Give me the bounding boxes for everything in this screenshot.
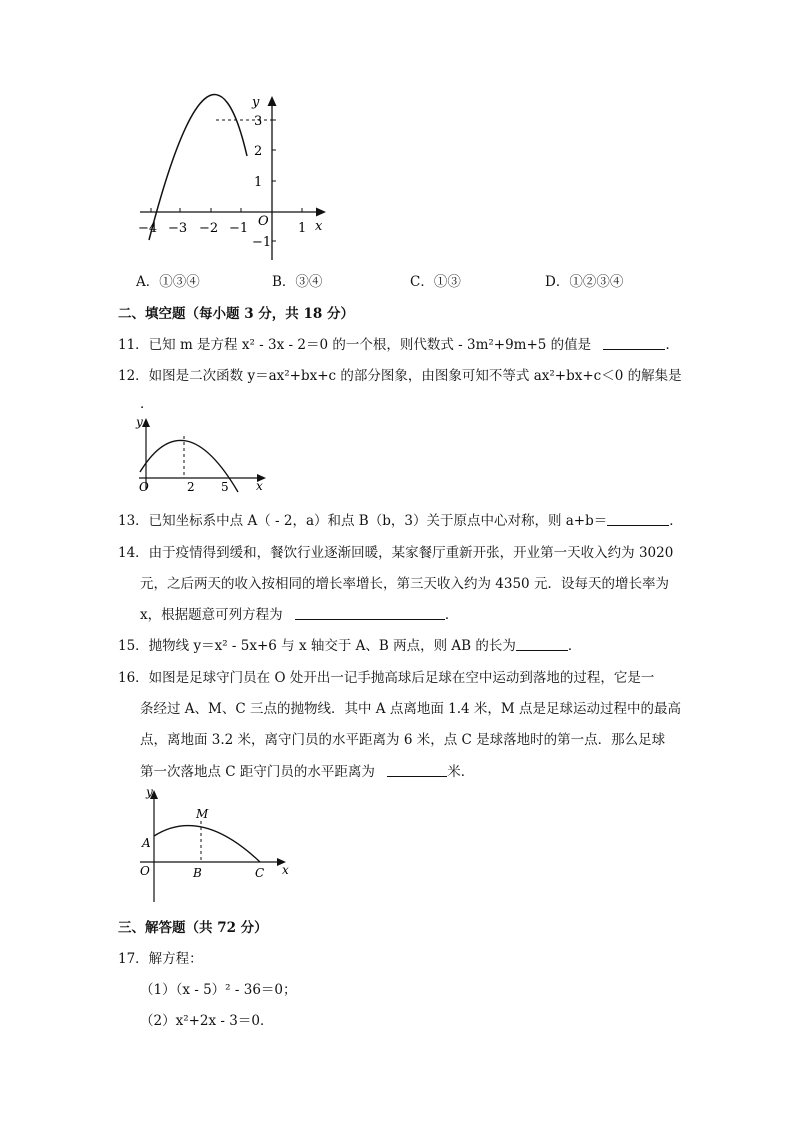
x-tick-label: −2 (199, 221, 219, 236)
answer-blank (603, 337, 665, 350)
y-axis-label: y (252, 95, 260, 110)
y-axis-label: y (146, 785, 153, 799)
y-tick-label: 2 (254, 144, 263, 159)
question-16-line-4 (140, 760, 474, 780)
point-c-label: C (255, 866, 265, 880)
answer-blank (295, 607, 445, 620)
x-axis-arrow-icon (316, 208, 326, 217)
question-14-line-2: 元，之后两天的收入按相同的增长率增长，第三天收入约为 4350 元．设每天的增长率为 (140, 576, 669, 592)
x-axis-label: x (282, 863, 289, 877)
question-11-end: ． (665, 337, 679, 353)
question-13-end: ． (669, 513, 683, 529)
option-c: C．①③ (410, 274, 461, 290)
figure-q12-graph (134, 414, 274, 496)
question-15-text: 15．抛物线 y＝x² - 5x+6 与 x 轴交于 A、B 两点，则 AB 的长为 (118, 638, 516, 654)
question-16-line-2: 条经过 A、M、C 三点的抛物线．其中 A 点离地面 1.4 米，M 点是足球运动过程中的最高 (140, 701, 681, 717)
x-tick-label: −1 (229, 221, 249, 236)
y-tick-label: −1 (252, 235, 272, 250)
question-17-part-2: （2）x²+2x - 3＝0． (140, 1013, 274, 1029)
x-tick-label: 5 (221, 480, 229, 494)
question-12-line-2: ． (140, 396, 154, 412)
x-axis-label: x (256, 479, 263, 493)
question-15 (118, 634, 581, 654)
x-axis-label: x (315, 219, 323, 234)
question-16-end: 米． (447, 764, 475, 780)
question-16-text: 第一次落地点 C 距守门员的水平距离为 (140, 764, 375, 780)
x-tick-label: −4 (138, 221, 158, 236)
x-tick-label: 2 (187, 480, 195, 494)
section-2-title: 二、填空题（每小题 3 分，共 18 分） (118, 306, 354, 322)
point-m-label: M (196, 807, 209, 821)
y-axis-arrow-icon (142, 418, 150, 427)
figure-top-graph (130, 92, 340, 267)
question-12-line-1: 12．如图是二次函数 y＝ax²+bx+c 的部分图象，由图象可知不等式 ax²+bx+c＜0 的解集是 (118, 368, 682, 384)
origin-label: O (139, 480, 149, 494)
origin-label: O (140, 864, 150, 878)
question-17-part-1: （1）（x - 5）² - 36＝0； (140, 982, 297, 998)
question-13 (118, 509, 683, 529)
answer-blank (387, 764, 447, 777)
option-d: D．①②③④ (545, 274, 624, 290)
question-16-line-3: 点，离地面 3.2 米，离守门员的水平距离为 6 米，点 C 是球落地时的第一点．那么足球 (140, 732, 666, 748)
question-11-text: 11．已知 m 是方程 x² - 3x - 2＝0 的一个根，则代数式 - 3m²+9m+5 的值是 (118, 337, 592, 353)
question-17: 17．解方程： (118, 951, 203, 967)
trajectory-curve (154, 826, 260, 862)
question-15-end: ． (567, 638, 582, 654)
x-tick-label: −3 (168, 221, 188, 236)
y-axis-arrow-icon (268, 96, 277, 106)
question-14-end: ． (444, 607, 459, 623)
question-14-line-3 (140, 603, 458, 623)
x-tick-label: 1 (298, 221, 307, 236)
question-14-text: x，根据题意可列方程为 (140, 607, 283, 623)
figure-q16-graph (134, 784, 304, 906)
answer-blank (516, 638, 568, 651)
origin-label: O (258, 214, 269, 229)
y-tick-label: 1 (254, 175, 263, 190)
point-b-label: B (193, 866, 202, 880)
answer-blank (607, 513, 669, 526)
question-13-text: 13．已知坐标系中点 A（ - 2，a）和点 B（b，3）关于原点中心对称，则 a+b＝ (118, 513, 608, 529)
question-11 (118, 333, 679, 353)
question-14-line-1: 14．由于疫情得到缓和，餐饮行业逐渐回暖，某家餐厅重新开张，开业第一天收入约为 3020 (118, 545, 674, 561)
y-axis-label: y (136, 415, 143, 429)
y-tick-label: 3 (254, 114, 263, 129)
option-a: A．①③④ (136, 274, 200, 290)
option-b: B．③④ (272, 274, 323, 290)
point-a-label: A (142, 836, 151, 850)
question-16-line-1: 16．如图是足球守门员在 O 处开出一记手抛高球后足球在空中运动到落地的过程，它是一 (118, 670, 655, 686)
parabola-curve (149, 95, 247, 240)
section-3-title: 三、解答题（共 72 分） (118, 920, 268, 936)
